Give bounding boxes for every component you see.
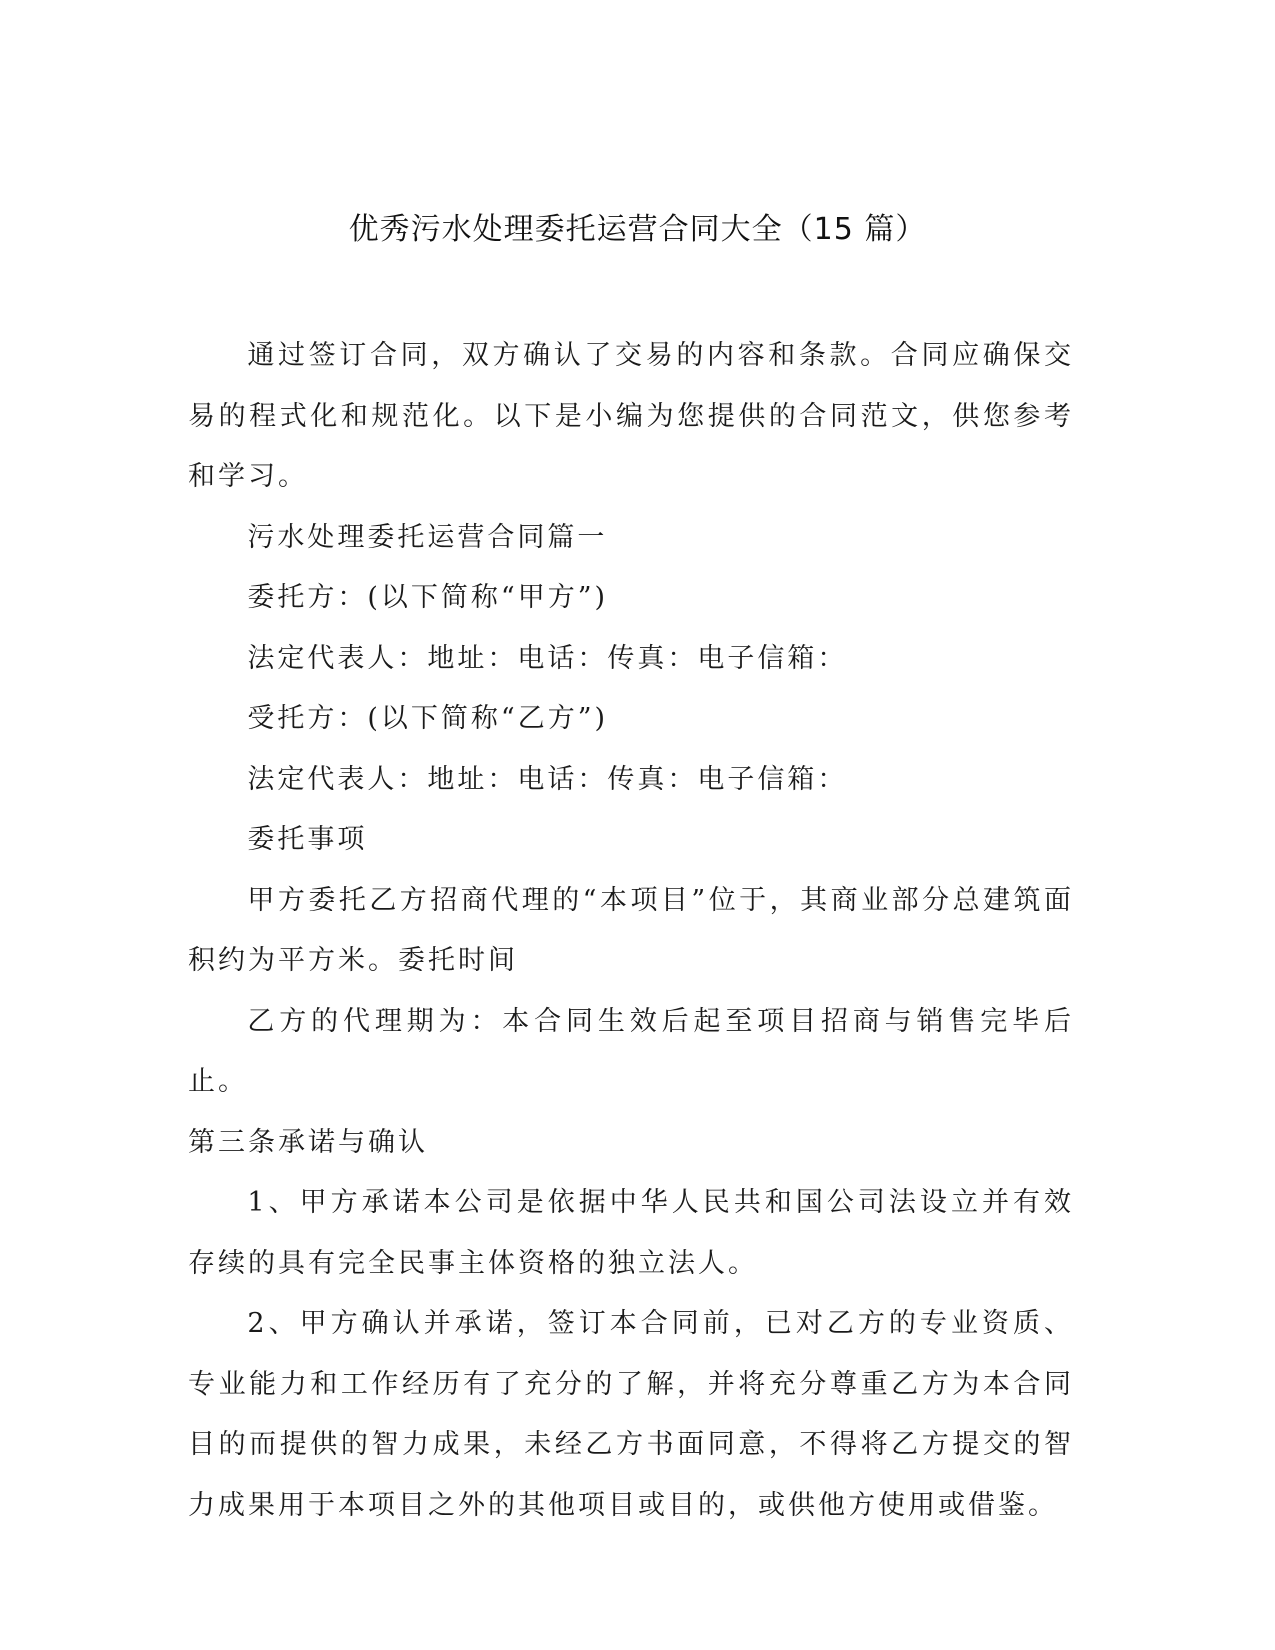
paragraph-entrusted-matters: 委托事项 xyxy=(247,824,368,855)
paragraph-article-three: 第三条承诺与确认 xyxy=(188,1126,428,1158)
paragraph-agent: 受托方：(以下简称“乙方”) xyxy=(247,703,609,734)
paragraph-principal-contact: 法定代表人：地址：电话：传真：电子信箱： xyxy=(247,642,848,674)
paragraph-project-location: 甲方委托乙方招商代理的“本项目”位于，其商业部分总建筑面积约为平方米。委托时间 xyxy=(188,884,1074,976)
paragraph-clause-2: 2、甲方确认并承诺，签订本合同前，已对乙方的专业资质、专业能力和工作经历有了充分的了解，并将充分尊重乙方为本合同目的而提供的智力成果，未经乙方书面同意，不得将乙方提交的智力成果用于本项目之外的其他项目或目的，或供他方使用或借鉴。 xyxy=(188,1308,1074,1521)
paragraph-section-heading: 污水处理委托运营合同篇一 xyxy=(247,521,608,553)
document-body xyxy=(188,326,1074,1536)
paragraph-agent-contact: 法定代表人：地址：电话：传真：电子信箱： xyxy=(247,763,848,795)
document-title: 优秀污水处理委托运营合同大全（15 篇） xyxy=(348,212,927,247)
paragraph-agency-period: 乙方的代理期为：本合同生效后起至项目招商与销售完毕后止。 xyxy=(188,1005,1074,1097)
paragraph-principal: 委托方：(以下简称“甲方”) xyxy=(247,582,609,613)
paragraph-intro: 通过签订合同，双方确认了交易的内容和条款。合同应确保交易的程式化和规范化。以下是小编为您提供的合同范文，供您参考和学习。 xyxy=(188,340,1074,492)
paragraph-clause-1: 1、甲方承诺本公司是依据中华人民共和国公司法设立并有效存续的具有完全民事主体资格的独立法人。 xyxy=(188,1187,1074,1279)
